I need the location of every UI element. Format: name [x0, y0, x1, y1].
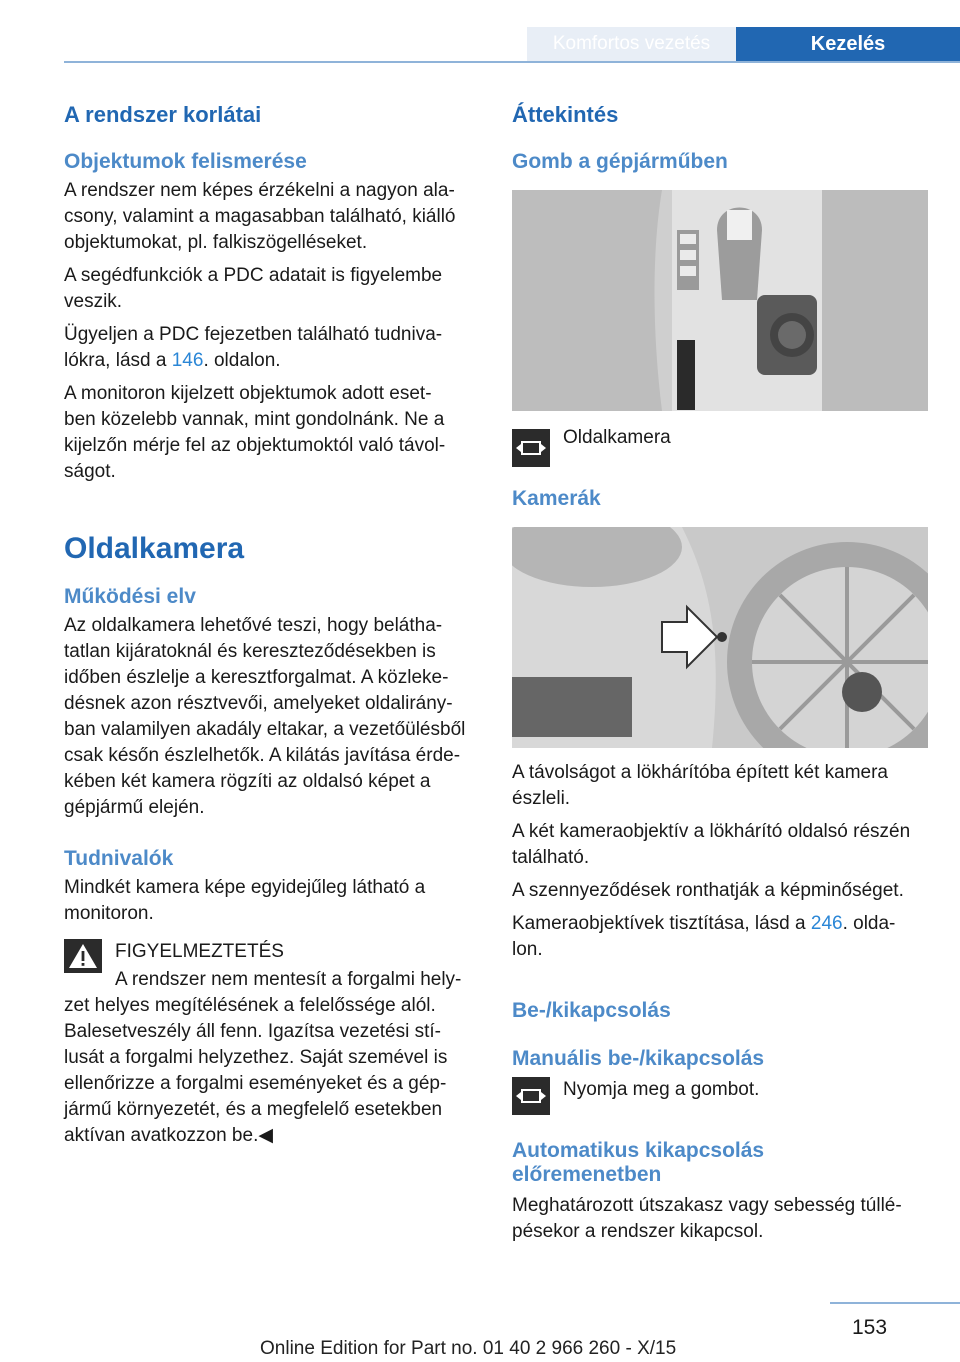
paragraph-camera-location: A két kameraobjektív a lökhárító oldalsó részén található. — [512, 821, 911, 868]
left-column — [64, 100, 484, 1156]
page-link-246[interactable]: 246 — [810, 913, 843, 934]
pdc-reference-text: Ügyeljen a PDC fejezetben található tudniva- lókra, lásd a — [64, 324, 443, 371]
side-camera-button-row — [512, 429, 932, 467]
paragraph-camera-detection: A távolságot a lökhárítóba épített két kamera észleli. — [512, 762, 889, 809]
center-console-image — [512, 190, 928, 411]
footer-edition: Online Edition for Part no. 01 40 2 966 260 - X/15 — [260, 1338, 677, 1359]
warning-first-line: A rendszer nem mentesít a forgalmi hely- — [115, 969, 462, 990]
pdc-reference-suffix: . oldalon. — [203, 350, 281, 371]
header-chapter-tab: Kezelés — [736, 27, 960, 61]
heading-auto-off: Automatikus kikapcsolás előremenetben — [512, 1139, 765, 1186]
paragraph-dirt-warning: A szennyeződések ronthatják a képminőséget. — [512, 880, 904, 901]
header-divider — [64, 61, 960, 63]
paragraph-monitor-distance: A monitoron kijelzett objektumok adott eset- ben közelebb vannak, mint gondolnánk. Ne a kijelzőn mérje fel az objektumoktól való távol- ságot. — [64, 383, 446, 482]
heading-manual-on-off: Manuális be-/kikapcsolás — [512, 1047, 765, 1070]
paragraph-pdc-reference — [64, 322, 484, 374]
heading-object-detection: Objektumok felismerése — [64, 150, 307, 173]
warning-title: FIGYELMEZTETÉS — [115, 941, 284, 962]
page-link-146[interactable]: 146 — [171, 350, 204, 371]
paragraph-auto-off: Meghatározott útszakasz vagy sebesség túllé- pésekor a rendszer kikapcsol. — [512, 1195, 902, 1242]
paragraph-operating-principle: Az oldalkamera lehetővé teszi, hogy belátha- tatlan kijáratoknál és kereszteződésekben is időben észlelje a keresztforgalmat. A közleke- désnek azon résztvevői, amelyeket oldalirány- ban valamilyen akadály eltakar, a vezetőülésből csak későn észlelhetők. A kilátás javítása érde- kében két kamera rögzíti az oldalsó képet a gépjármű elején. — [64, 615, 466, 818]
heading-system-limits: A rendszer korlátai — [64, 102, 262, 127]
warning-icon — [64, 939, 102, 973]
heading-overview: Áttekintés — [512, 102, 619, 127]
side-camera-button-label: Oldalkamera — [563, 427, 671, 448]
manual-button-row — [512, 1077, 932, 1115]
warning-block — [64, 939, 484, 993]
paragraph-object-detection: A rendszer nem képes érzékelni a nagyon ala- csony, valamint a magasabban található, kiálló objektumokat, pl. falkiszögelléseket. — [64, 180, 456, 253]
paragraph-pdc-data: A segédfunkciók a PDC adatait is figyelembe veszik. — [64, 265, 443, 312]
cleaning-reference-suffix: . olda- lon. — [512, 913, 896, 960]
paragraph-cleaning-reference — [512, 911, 932, 963]
heading-on-off: Be-/kikapcsolás — [512, 999, 671, 1022]
right-column — [512, 100, 932, 1252]
page-number: 153 — [852, 1316, 888, 1339]
heading-operating-principle: Működési elv — [64, 585, 196, 608]
side-camera-button-icon-2[interactable] — [512, 1077, 550, 1115]
warning-text: zet helyes megítélésének a felelőssége alól. Balesetveszély áll fenn. Igazítsa vezetési stí- lusát a forgalmi helyzethez. Saját szemével is ellenőrizze a forgalmi eseményeket és a gép- jármű környezetét, és a megfelelő esetekben aktívan avatkozzon be.◀ — [64, 995, 448, 1146]
footer-divider — [830, 1302, 960, 1304]
header-section-tab: Komfortos vezetés — [527, 27, 736, 61]
heading-notes: Tudnivalók — [64, 847, 174, 870]
heading-button-in-vehicle: Gomb a gépjárműben — [512, 150, 728, 173]
side-camera-button-icon[interactable] — [512, 429, 550, 467]
cleaning-reference-text: Kameraobjektívek tisztítása, lásd a — [512, 913, 811, 934]
heading-side-camera: Oldalkamera — [64, 532, 245, 565]
heading-cameras: Kamerák — [512, 487, 601, 510]
bumper-camera-image — [512, 527, 928, 748]
manual-instruction: Nyomja meg a gombot. — [563, 1079, 760, 1100]
paragraph-notes: Mindkét kamera képe egyidejűleg látható a monitoron. — [64, 877, 426, 924]
